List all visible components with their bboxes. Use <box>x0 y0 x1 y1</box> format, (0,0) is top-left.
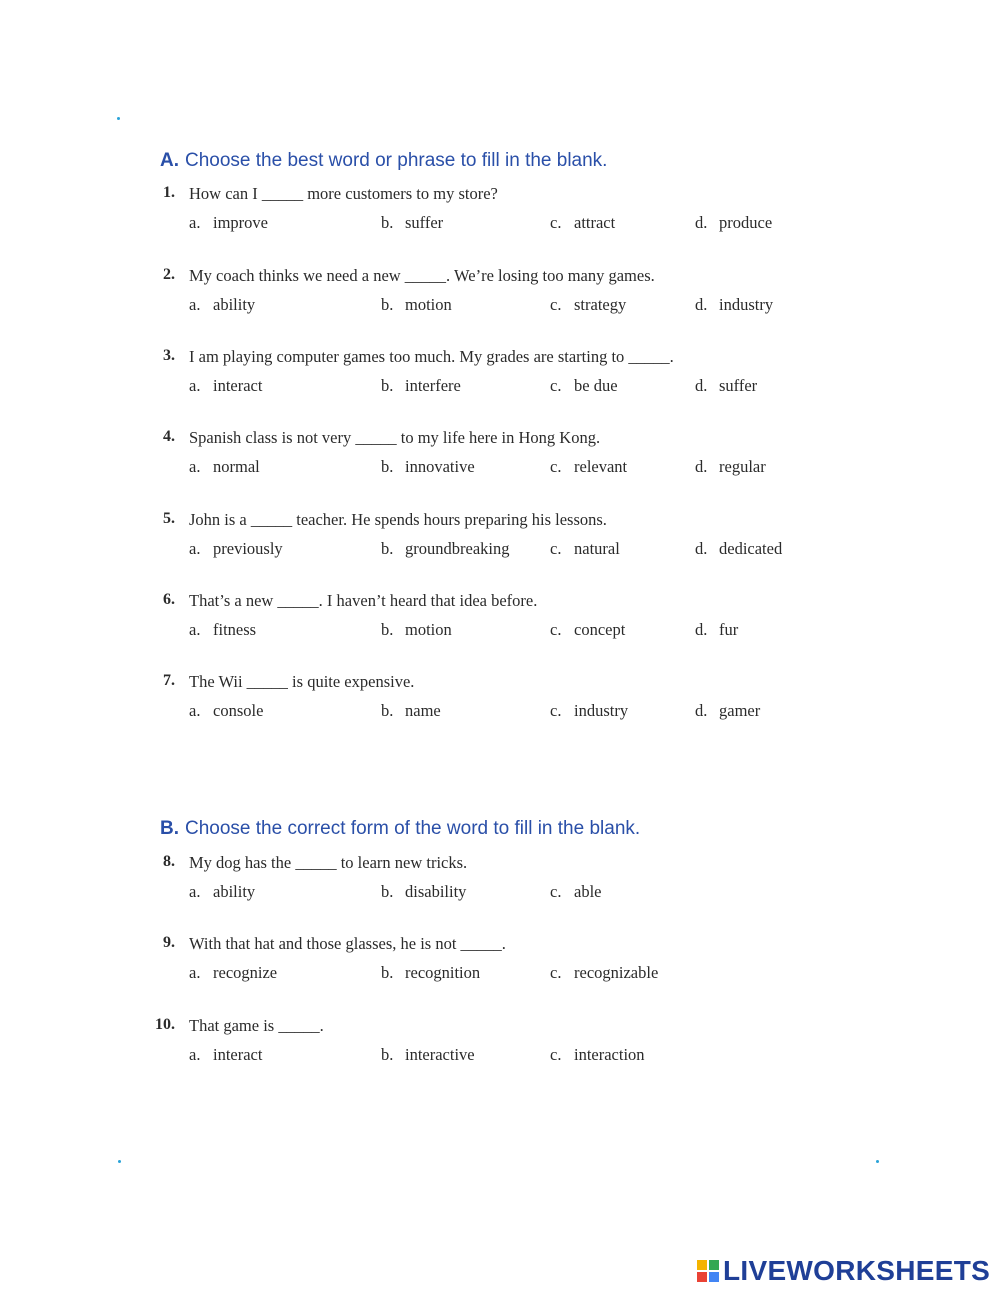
question-text: My dog has the _____ to learn new tricks. <box>189 853 468 872</box>
option-letter: b. <box>381 457 394 476</box>
answer-option[interactable] <box>695 539 782 559</box>
option-text: interact <box>213 1045 263 1064</box>
answer-option[interactable] <box>381 882 466 902</box>
answer-option[interactable] <box>381 539 509 559</box>
answer-option[interactable] <box>189 213 268 233</box>
section-a-letter: A. <box>160 150 179 171</box>
answer-option[interactable] <box>695 701 760 721</box>
option-letter: d. <box>695 539 708 558</box>
section-b-title <box>160 818 640 840</box>
question-text: How can I _____ more customers to my store? <box>189 184 498 203</box>
option-letter: b. <box>381 701 394 720</box>
option-letter: c. <box>550 376 562 395</box>
option-text: able <box>574 882 602 901</box>
option-letter: a. <box>189 882 201 901</box>
corner-mark-bottom-left <box>118 1160 121 1163</box>
option-text: interaction <box>574 1045 645 1064</box>
option-letter: d. <box>695 620 708 639</box>
question-number: 4. <box>163 428 175 445</box>
answer-option[interactable] <box>695 457 766 477</box>
answer-option[interactable] <box>695 620 738 640</box>
option-letter: c. <box>550 701 562 720</box>
liveworksheets-logo <box>697 1255 990 1287</box>
option-text: dedicated <box>719 539 783 558</box>
answer-option[interactable] <box>189 620 256 640</box>
answer-option[interactable] <box>189 1045 262 1065</box>
answer-option[interactable] <box>381 620 452 640</box>
logo-text: LIVEWORKSHEETS <box>723 1255 991 1286</box>
option-text: recognition <box>405 963 481 982</box>
option-text: interact <box>213 376 263 395</box>
option-letter: b. <box>381 1045 394 1064</box>
answer-option[interactable] <box>381 295 452 315</box>
option-text: ability <box>213 295 256 314</box>
question-text: Spanish class is not very _____ to my life here in Hong Kong. <box>189 428 601 447</box>
logo-squares-icon <box>697 1260 719 1282</box>
option-letter: a. <box>189 539 201 558</box>
logo-square <box>697 1272 707 1282</box>
option-text: innovative <box>405 457 475 476</box>
question-number: 5. <box>163 510 175 527</box>
option-text: relevant <box>574 457 628 476</box>
option-text: fitness <box>213 620 257 639</box>
option-text: industry <box>574 701 629 720</box>
option-letter: d. <box>695 376 708 395</box>
question-text: That’s a new _____. I haven’t heard that idea before. <box>189 591 538 610</box>
answer-option[interactable] <box>550 376 618 396</box>
question-text: With that hat and those glasses, he is not _____. <box>189 934 506 953</box>
option-letter: b. <box>381 376 394 395</box>
question-text: That game is _____. <box>189 1016 324 1035</box>
answer-option[interactable] <box>189 376 262 396</box>
answer-option[interactable] <box>550 1045 645 1065</box>
logo-square <box>709 1260 719 1270</box>
option-letter: c. <box>550 882 562 901</box>
corner-mark-top-left <box>117 117 120 120</box>
option-text: industry <box>719 295 774 314</box>
option-text: natural <box>574 539 620 558</box>
answer-option[interactable] <box>189 295 255 315</box>
logo-square <box>697 1260 707 1270</box>
answer-option[interactable] <box>189 701 263 721</box>
option-letter: d. <box>695 701 708 720</box>
answer-option[interactable] <box>695 213 772 233</box>
option-letter: a. <box>189 963 201 982</box>
answer-option[interactable] <box>381 213 443 233</box>
option-letter: d. <box>695 295 708 314</box>
option-text: regular <box>719 457 766 476</box>
section-b-title-text: Choose the correct form of the word to fill in the blank. <box>185 818 641 839</box>
question-number: 1. <box>163 184 175 201</box>
question-number: 3. <box>163 347 175 364</box>
question-text: I am playing computer games too much. My grades are starting to _____. <box>189 347 674 366</box>
option-text: groundbreaking <box>405 539 510 558</box>
option-text: be due <box>574 376 618 395</box>
question-number: 6. <box>163 591 175 608</box>
option-letter: b. <box>381 882 394 901</box>
option-text: previously <box>213 539 283 558</box>
option-letter: a. <box>189 213 201 232</box>
question-number: 9. <box>163 934 175 951</box>
option-text: attract <box>574 213 616 232</box>
answer-option[interactable] <box>550 213 615 233</box>
option-text: gamer <box>719 701 761 720</box>
option-letter: c. <box>550 457 562 476</box>
option-letter: c. <box>550 295 562 314</box>
option-text: disability <box>405 882 467 901</box>
answer-option[interactable] <box>695 376 757 396</box>
option-letter: d. <box>695 457 708 476</box>
option-letter: c. <box>550 213 562 232</box>
option-letter: a. <box>189 295 201 314</box>
option-text: strategy <box>574 295 627 314</box>
answer-option[interactable] <box>550 457 627 477</box>
answer-option[interactable] <box>550 620 625 640</box>
option-text: interactive <box>405 1045 475 1064</box>
answer-option[interactable] <box>550 295 626 315</box>
question-text: The Wii _____ is quite expensive. <box>189 672 415 691</box>
option-text: recognizable <box>574 963 659 982</box>
option-letter: b. <box>381 295 394 314</box>
option-letter: d. <box>695 213 708 232</box>
option-text: motion <box>405 620 452 639</box>
answer-option[interactable] <box>695 295 773 315</box>
option-letter: c. <box>550 539 562 558</box>
option-text: concept <box>574 620 626 639</box>
option-text: suffer <box>405 213 444 232</box>
option-text: console <box>213 701 264 720</box>
option-text: name <box>405 701 441 720</box>
section-a-title <box>160 150 607 172</box>
section-a-title-text: Choose the best word or phrase to fill in the blank. <box>185 150 608 171</box>
option-text: suffer <box>719 376 758 395</box>
option-letter: a. <box>189 457 201 476</box>
option-text: improve <box>213 213 268 232</box>
option-letter: b. <box>381 213 394 232</box>
question-number: 10. <box>155 1016 175 1033</box>
logo-square <box>709 1272 719 1282</box>
answer-option[interactable] <box>381 1045 475 1065</box>
question-number: 7. <box>163 672 175 689</box>
corner-mark-bottom-right <box>876 1160 879 1163</box>
question-number: 2. <box>163 266 175 283</box>
option-letter: c. <box>550 963 562 982</box>
option-letter: a. <box>189 376 201 395</box>
option-text: fur <box>719 620 739 639</box>
answer-option[interactable] <box>381 457 475 477</box>
section-b-letter: B. <box>160 818 179 839</box>
option-letter: b. <box>381 539 394 558</box>
option-letter: a. <box>189 1045 201 1064</box>
answer-option[interactable] <box>550 882 601 902</box>
answer-option[interactable] <box>381 376 461 396</box>
option-letter: b. <box>381 620 394 639</box>
option-letter: c. <box>550 1045 562 1064</box>
answer-option[interactable] <box>189 539 283 559</box>
answer-option[interactable] <box>189 882 255 902</box>
answer-option[interactable] <box>550 539 620 559</box>
option-letter: c. <box>550 620 562 639</box>
option-text: recognize <box>213 963 278 982</box>
option-text: produce <box>719 213 773 232</box>
answer-option[interactable] <box>381 963 480 983</box>
option-letter: b. <box>381 963 394 982</box>
option-text: ability <box>213 882 256 901</box>
answer-option[interactable] <box>189 963 277 983</box>
answer-option[interactable] <box>550 701 628 721</box>
option-letter: a. <box>189 701 201 720</box>
question-text: My coach thinks we need a new _____. We’re losing too many games. <box>189 266 655 285</box>
option-text: motion <box>405 295 452 314</box>
option-text: normal <box>213 457 260 476</box>
option-letter: a. <box>189 620 201 639</box>
question-number: 8. <box>163 853 175 870</box>
option-text: interfere <box>405 376 461 395</box>
answer-option[interactable] <box>550 963 658 983</box>
answer-option[interactable] <box>381 701 441 721</box>
answer-option[interactable] <box>189 457 260 477</box>
question-text: John is a _____ teacher. He spends hours preparing his lessons. <box>189 510 607 529</box>
